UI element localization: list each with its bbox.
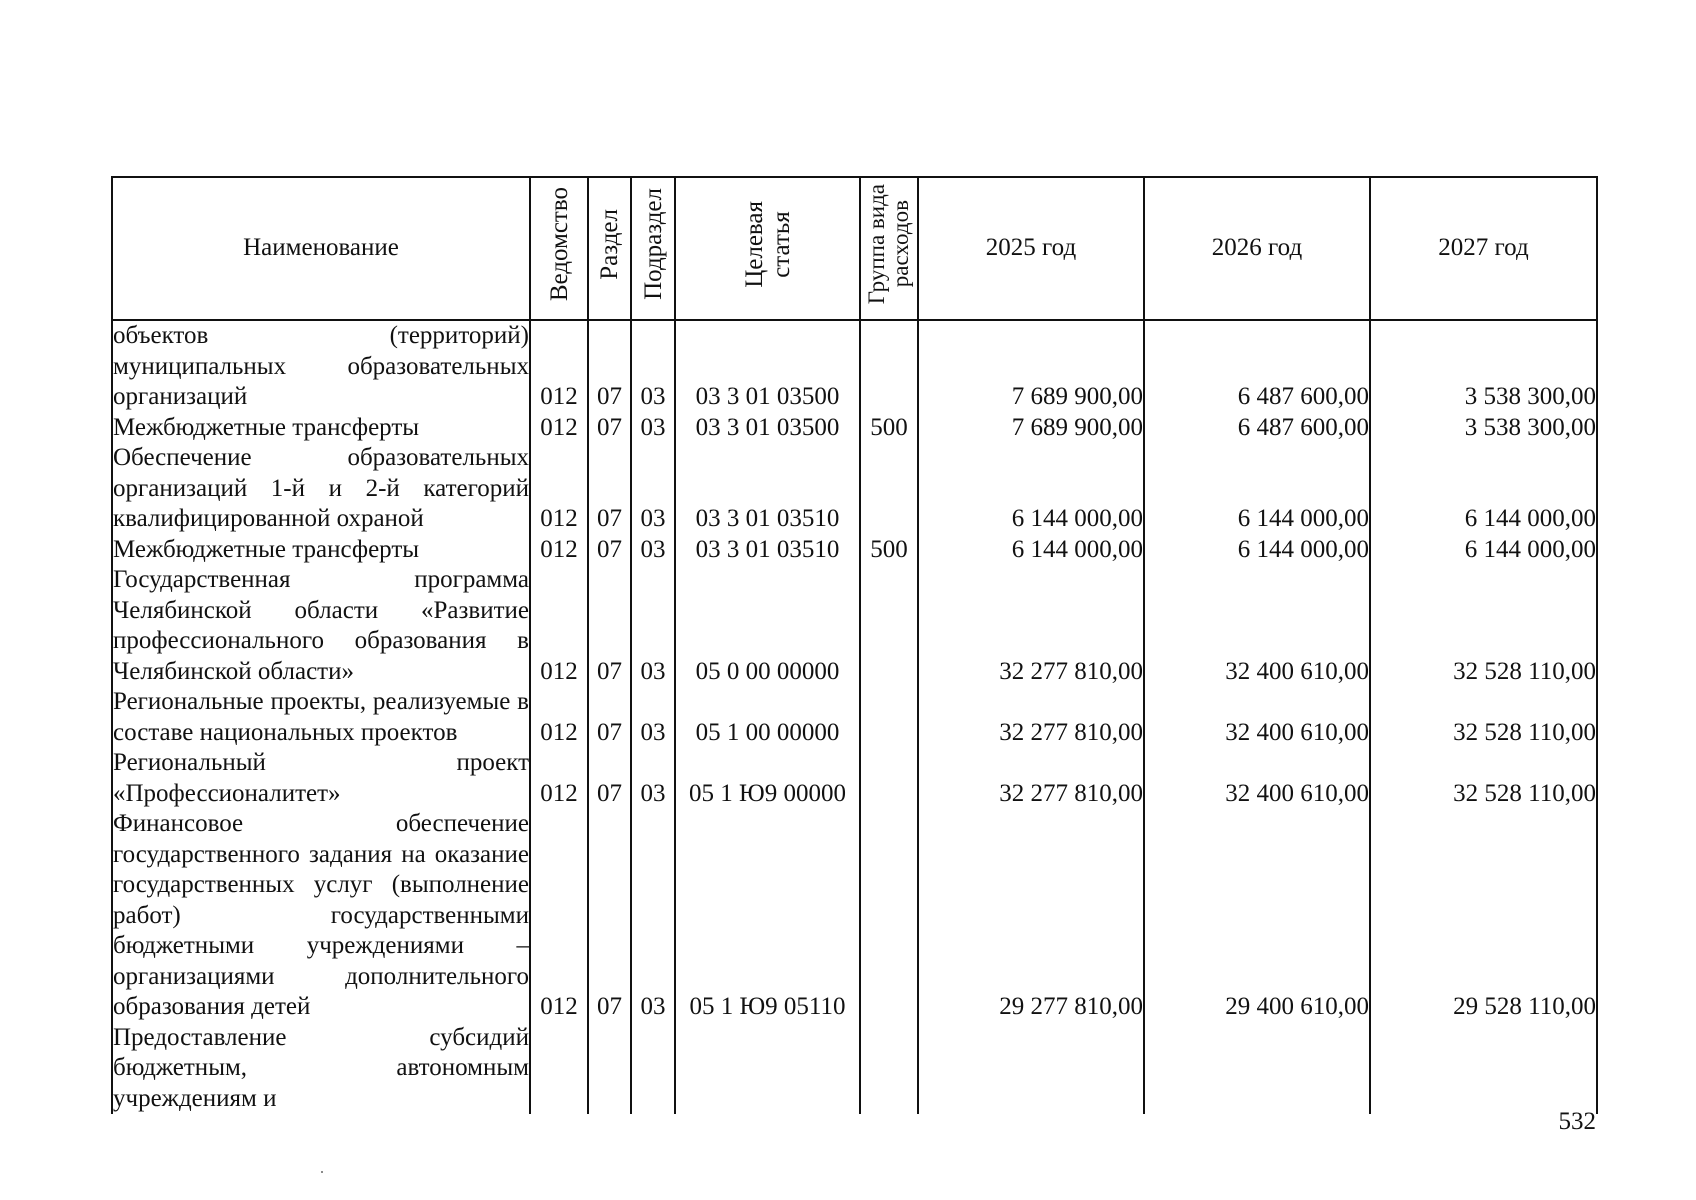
table-cell-2025: 6 144 000,00 <box>918 443 1144 535</box>
table-cell-2025: 7 689 900,00 <box>918 320 1144 413</box>
header-name: Наименование <box>112 177 530 320</box>
table-cell-2027: 3 538 300,00 <box>1370 413 1597 444</box>
table-cell-celevaya: 03 3 01 03510 <box>675 443 860 535</box>
header-gruppa-line2: расходов <box>888 200 913 288</box>
row-name-text: Межбюджетные трансферты <box>113 535 420 563</box>
row-name-text: Региональный проект «Профессионалитет» <box>113 749 529 807</box>
table-row <box>112 535 1597 566</box>
table-row <box>112 809 1597 1023</box>
header-razdel-label: Раздел <box>596 208 623 280</box>
table-cell-2026: 6 144 000,00 <box>1144 535 1370 566</box>
table-cell-2026: 29 400 610,00 <box>1144 809 1370 1023</box>
table-cell-2027: 6 144 000,00 <box>1370 535 1597 566</box>
table-cell-vedomstvo: 012 <box>530 443 588 535</box>
table-cell-razdel: 07 <box>588 809 631 1023</box>
table-cell-podrazdel: 03 <box>631 687 675 748</box>
row-name-text: объектов (территорий) муниципальных образовательных организаций <box>113 322 529 410</box>
row-name-text: Межбюджетные трансферты <box>113 413 420 441</box>
table-cell-2027: 32 528 110,00 <box>1370 687 1597 748</box>
page-number: 532 <box>1558 1108 1596 1135</box>
header-podrazdel <box>631 177 675 320</box>
header-gruppa-line1: Группа вида <box>864 184 889 305</box>
table-cell-podrazdel: 03 <box>631 809 675 1023</box>
table-cell-2025: 29 277 810,00 <box>918 809 1144 1023</box>
table-cell-2025: 32 277 810,00 <box>918 748 1144 809</box>
table-cell-2025 <box>918 1023 1144 1115</box>
table-row <box>112 565 1597 687</box>
table-cell-vedomstvo: 012 <box>530 809 588 1023</box>
table-cell-podrazdel: 03 <box>631 320 675 413</box>
table-cell-2027: 32 528 110,00 <box>1370 565 1597 687</box>
header-vedomstvo <box>530 177 588 320</box>
row-name-text: Государственная программа Челябинской области «Развитие профессионального образования в Челябинской области» <box>113 566 529 685</box>
table-cell-razdel: 07 <box>588 535 631 566</box>
table-cell-2027: 6 144 000,00 <box>1370 443 1597 535</box>
table-cell-name <box>112 320 530 413</box>
table-cell-podrazdel: 03 <box>631 535 675 566</box>
table-cell-razdel: 07 <box>588 565 631 687</box>
table-cell-name <box>112 687 530 748</box>
table-cell-2027: 3 538 300,00 <box>1370 320 1597 413</box>
table-cell-celevaya: 05 1 00 00000 <box>675 687 860 748</box>
table-row <box>112 320 1597 413</box>
table-cell-gruppa <box>860 809 918 1023</box>
table-cell-razdel: 07 <box>588 443 631 535</box>
header-2026: 2026 год <box>1144 177 1370 320</box>
header-2027: 2027 год <box>1370 177 1597 320</box>
table-cell-2026: 6 487 600,00 <box>1144 413 1370 444</box>
table-cell-vedomstvo: 012 <box>530 748 588 809</box>
table-cell-2025: 7 689 900,00 <box>918 413 1144 444</box>
table-cell-podrazdel <box>631 1023 675 1115</box>
table-cell-vedomstvo <box>530 1023 588 1115</box>
table-cell-celevaya: 05 1 Ю9 00000 <box>675 748 860 809</box>
header-podrazdel-label: Подраздел <box>639 188 667 301</box>
table-cell-name <box>112 443 530 535</box>
table-cell-razdel: 07 <box>588 687 631 748</box>
table-cell-2025: 32 277 810,00 <box>918 687 1144 748</box>
table-row <box>112 413 1597 444</box>
row-name-text: Региональные проекты, реализуемые в составе национальных проектов <box>113 688 529 746</box>
table-cell-vedomstvo: 012 <box>530 320 588 413</box>
table-cell-vedomstvo: 012 <box>530 535 588 566</box>
header-razdel <box>588 177 631 320</box>
table-cell-podrazdel: 03 <box>631 565 675 687</box>
table-cell-2025: 6 144 000,00 <box>918 535 1144 566</box>
table-cell-gruppa <box>860 565 918 687</box>
header-gruppa-label <box>865 184 913 304</box>
header-gruppa <box>860 177 918 320</box>
header-vedomstvo-label: Ведомство <box>545 187 573 302</box>
header-celevaya-line1: Целевая <box>740 200 768 288</box>
table-cell-celevaya <box>675 1023 860 1115</box>
table-cell-podrazdel: 03 <box>631 443 675 535</box>
row-name-text: Предоставление субсидий бюджетным, автономным учреждениям и <box>113 1023 529 1112</box>
table-cell-razdel: 07 <box>588 413 631 444</box>
table-cell-razdel: 07 <box>588 320 631 413</box>
row-name-text: Финансовое обеспечение государственного задания на оказание государственных услуг (выполнение работ) государственными бюджетными учреждениями – организациями дополнительного образования детей <box>113 810 529 1020</box>
table-cell-name <box>112 1023 530 1115</box>
table-cell-celevaya: 03 3 01 03510 <box>675 535 860 566</box>
table-header-row <box>112 177 1597 320</box>
table-cell-podrazdel: 03 <box>631 748 675 809</box>
table-cell-2026: 32 400 610,00 <box>1144 565 1370 687</box>
table-cell-2026: 6 144 000,00 <box>1144 443 1370 535</box>
table-cell-gruppa <box>860 687 918 748</box>
scan-speck <box>321 1171 323 1173</box>
table-cell-name <box>112 565 530 687</box>
table-row <box>112 687 1597 748</box>
table-cell-name <box>112 535 530 566</box>
table-cell-gruppa <box>860 443 918 535</box>
table-cell-vedomstvo: 012 <box>530 565 588 687</box>
table-cell-razdel <box>588 1023 631 1115</box>
table-row <box>112 443 1597 535</box>
table-cell-2025: 32 277 810,00 <box>918 565 1144 687</box>
table-cell-gruppa: 500 <box>860 413 918 444</box>
header-celevaya-line2: статья <box>767 210 795 278</box>
table-cell-celevaya: 05 1 Ю9 05110 <box>675 809 860 1023</box>
table-cell-2027: 32 528 110,00 <box>1370 748 1597 809</box>
row-name-text: Обеспечение образовательных организаций 1-й и 2-й категорий квалифицированной охраной <box>113 444 529 532</box>
table-cell-podrazdel: 03 <box>631 413 675 444</box>
table-cell-2026: 32 400 610,00 <box>1144 748 1370 809</box>
table-cell-gruppa <box>860 748 918 809</box>
table-cell-name <box>112 748 530 809</box>
table-cell-celevaya: 03 3 01 03500 <box>675 320 860 413</box>
table-cell-2027: 29 528 110,00 <box>1370 809 1597 1023</box>
table-row <box>112 1023 1597 1115</box>
table-cell-2027 <box>1370 1023 1597 1115</box>
header-2025: 2025 год <box>918 177 1144 320</box>
table-cell-name <box>112 413 530 444</box>
table-cell-2026: 6 487 600,00 <box>1144 320 1370 413</box>
header-celevaya <box>675 177 860 320</box>
table-cell-gruppa: 500 <box>860 535 918 566</box>
table-cell-razdel: 07 <box>588 748 631 809</box>
table-cell-gruppa <box>860 320 918 413</box>
table-cell-2026 <box>1144 1023 1370 1115</box>
table-cell-celevaya: 05 0 00 00000 <box>675 565 860 687</box>
table-cell-name <box>112 809 530 1023</box>
header-celevaya-label <box>741 201 795 288</box>
table-cell-vedomstvo: 012 <box>530 413 588 444</box>
table-cell-gruppa <box>860 1023 918 1115</box>
budget-table <box>111 176 1598 1114</box>
table-row <box>112 748 1597 809</box>
table-cell-celevaya: 03 3 01 03500 <box>675 413 860 444</box>
table-cell-vedomstvo: 012 <box>530 687 588 748</box>
table-cell-2026: 32 400 610,00 <box>1144 687 1370 748</box>
